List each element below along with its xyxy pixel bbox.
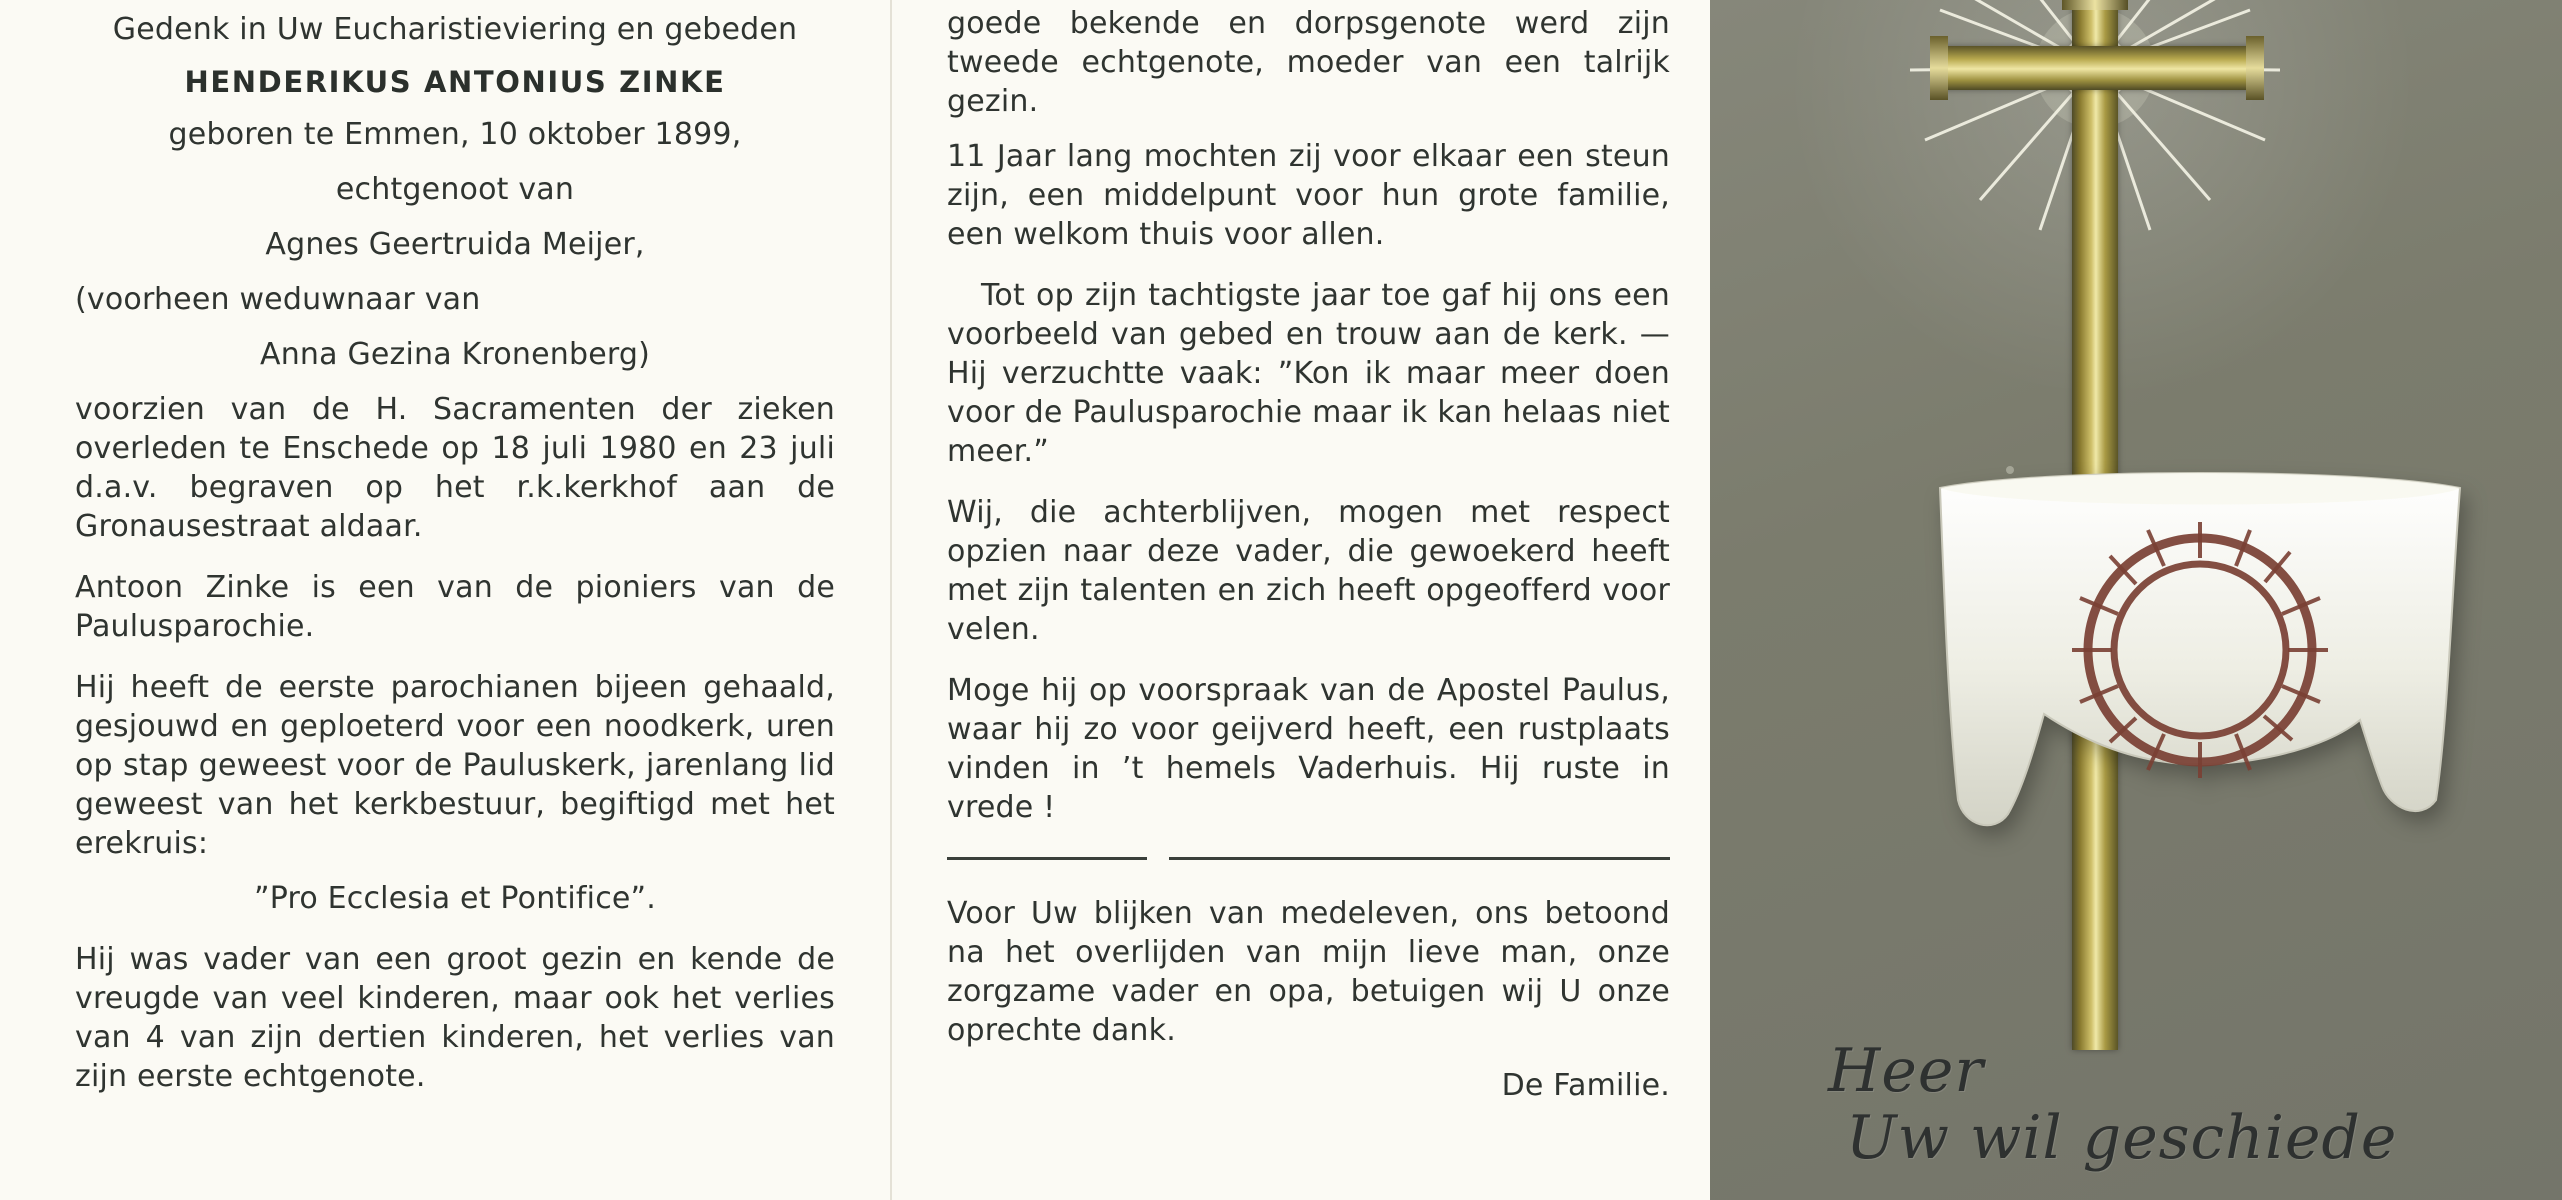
paragraph-parish-work: Hij heeft de eerste parochianen bijeen gehaald, gesjouwd en geploeterd voor een noodkerk, uren op stap geweest voor de Pauluskerk, jarenlang lid geweest van het kerkbestuur, begiftigd met het erekruis: xyxy=(75,670,835,861)
paragraph-respect: Wij, die achterblijven, mogen met respect opzien naar deze vader, die gewoekerd heeft met zijn talenten en zich heeft opgeofferd voor velen. xyxy=(947,495,1670,647)
paragraph-prayer: Moge hij op voorspraak van de Apostel Paulus, waar hij zo voor geijverd heeft, een rustplaats vinden in ’t hemels Vaderhuis. Hij ruste in vrede ! xyxy=(947,673,1670,825)
sacraments-text: voorzien van de H. Sacramenten der zieken overleden te Enschede op 18 juli 1980 en 23 juli d.a.v. begraven op het r.k.kerkhof aan de Gronausestraat aldaar. xyxy=(75,392,835,544)
deceased-name: HENDERIKUS ANTONIUS ZINKE xyxy=(184,65,726,99)
divider-right xyxy=(1169,857,1670,860)
cross-horizontal-beam xyxy=(1938,46,2256,90)
left-text-column xyxy=(0,0,890,1200)
thanks-text: Voor Uw blijken van medeleven, ons betoond na het overlijden van mijn lieve man, onze zorgzame vader en opa, betuigen wij U onze oprechte dank. xyxy=(947,896,1670,1048)
caption-line-2: Uw wil geschiede xyxy=(1846,1102,2398,1173)
artwork-panel xyxy=(1710,0,2562,1200)
paragraph-eleven-years: 11 Jaar lang mochten zij voor elkaar een steun zijn, een middelpunt voor hun grote familie, een welkom thuis voor allen. xyxy=(947,139,1670,252)
signature: De Familie. xyxy=(1501,1068,1670,1103)
paragraph-pioneer: Antoon Zinke is een van de pioniers van de Paulusparochie. xyxy=(75,570,835,644)
artwork-caption xyxy=(1828,1035,2398,1173)
paragraph-family: Hij was vader van een groot gezin en kende de vreugde van veel kinderen, maar ook het verlies van 4 van zijn dertien kinderen, het verlies van zijn eerste echtgenote. xyxy=(75,942,835,1094)
widower-label: (voorheen weduwnaar van xyxy=(75,282,481,317)
spouse-name: Agnes Geertruida Meijer, xyxy=(265,227,645,262)
divider xyxy=(947,857,1670,860)
intro-text: Gedenk in Uw Eucharistieviering en gebeden xyxy=(112,12,798,47)
white-cloth-with-crown-of-thorns-icon xyxy=(1920,470,2480,870)
middle-text-column xyxy=(890,0,1710,1200)
first-wife-name: Anna Gezina Kronenberg) xyxy=(259,337,651,372)
caption-line-1: Heer xyxy=(1828,1035,1985,1106)
paragraph-second-wife: goede bekende en dorpsgenote werd zijn tweede echtgenote, moeder van een talrijk gezin. xyxy=(947,6,1670,119)
divider-left xyxy=(947,857,1147,860)
artwork-illustration xyxy=(1710,0,2562,1200)
birth-line: geboren te Emmen, 10 oktober 1899, xyxy=(168,117,742,152)
paragraph-eightieth-year: Tot op zijn tachtigste jaar toe gaf hij ons een voorbeeld van gebed en trouw aan de kerk. — Hij verzuchtte vaak: ”Kon ik maar meer doen voor de Paulusparochie maar ik kan helaas niet meer.” xyxy=(947,278,1670,469)
spouse-label: echtgenoot van xyxy=(335,172,575,207)
honour-quote: ”Pro Ecclesia et Pontifice”. xyxy=(253,881,657,916)
